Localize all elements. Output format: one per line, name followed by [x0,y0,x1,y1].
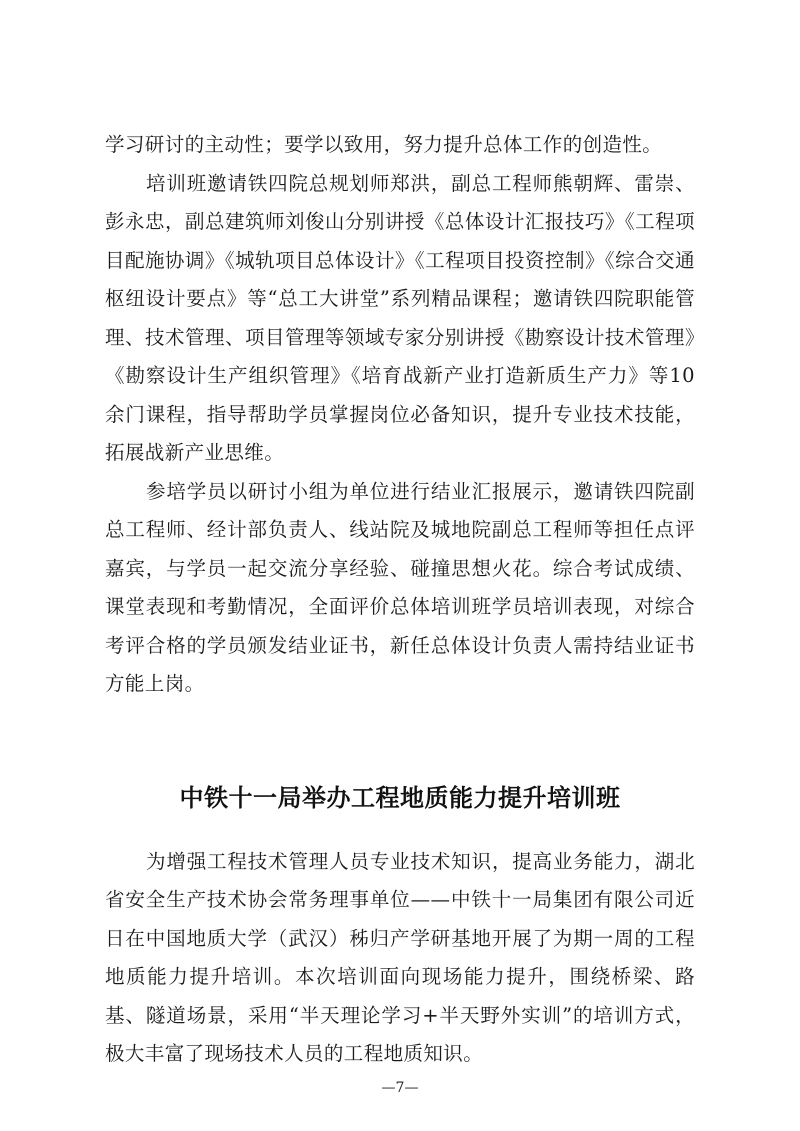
section-title: 中铁十一局举办工程地质能力提升培训班 [179,783,621,812]
document-page [105,126,695,1074]
paragraph-lecturers: 培训班邀请铁四院总规划师郑洪，副总工程师熊朝辉、雷崇、彭永忠，副总建筑师刘俊山分别讲授《总体设计汇报技巧》《工程项目配施协调》《城轨项目总体设计》《工程项目投资控制》《综合交通枢纽设计要点》等“总工大讲堂”系列精品课程；邀请铁四院职能管理、技术管理、项目管理等领域专家分别讲授《勘察设计技术管理》《勘察设计生产组织管理》《培育战新产业打造新质生产力》等10余门课程，指导帮助学员掌握岗位必备知识，提升专业技术技能，拓展战新产业思维。 [105,171,695,464]
page-number: —7— [381,1080,419,1096]
paragraph-graduation: 参培学员以研讨小组为单位进行结业汇报展示，邀请铁四院副总工程师、经计部负责人、线站院及城地院副总工程师等担任点评嘉宾，与学员一起交流分享经验、碰撞思想火花。综合考试成绩、课堂表现和考勤情况，全面评价总体培训班学员培训表现，对综合考评合格的学员颁发结业证书，新任总体设计负责人需持结业证书方能上岗。 [105,479,695,695]
paragraph-continuation: 学习研讨的主动性；要学以致用，努力提升总体工作的创造性。 [105,133,663,156]
paragraph-geology-training: 为增强工程技术管理人员专业技术知识，提高业务能力，湖北省安全生产技术协会常务理事单位——中铁十一局集团有限公司近日在中国地质大学（武汉）秭归产学研基地开展了为期一周的工程地质能力提升培训。本次培训面向现场能力提升，围绕桥梁、路基、隧道场景，采用“半天理论学习+半天野外实训”的培训方式，极大丰富了现场技术人员的工程地质知识。 [105,849,695,1065]
